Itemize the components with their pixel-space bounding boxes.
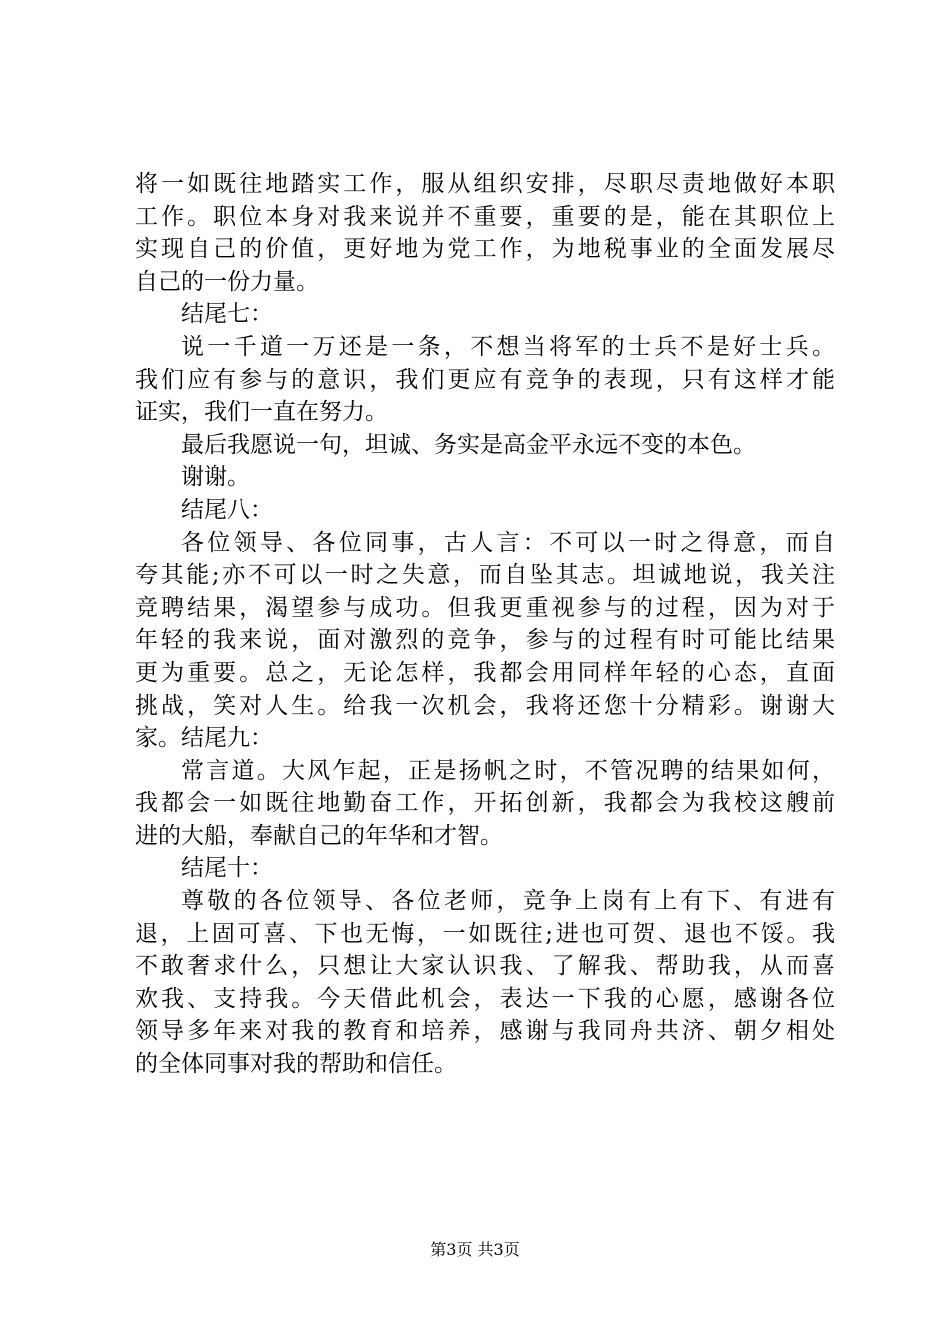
text-line: 的全体同事对我的帮助和信任。 <box>135 1051 457 1078</box>
text-line: 我都会一如既往地勤奋工作，开拓创新，我都会为我校这艘前 <box>135 790 835 817</box>
text-line: 欢我、支持我。今天借此机会，表达一下我的心愿，感谢各位 <box>135 985 835 1012</box>
text-line: 竞聘结果，渴望参与成功。但我更重视参与的过程，因为对于 <box>135 594 835 621</box>
text-line: 常言道。大风乍起，正是扬帆之时，不管况聘的结果如何， <box>181 757 835 784</box>
page-number-footer: 第3页 共3页 <box>430 1240 520 1259</box>
text-line: 工作。职位本身对我来说并不重要，重要的是，能在其职位上 <box>135 203 835 230</box>
text-line: 退，上固可喜、下也无悔，一如既往;进也可贺、退也不馁。我 <box>135 920 835 947</box>
text-line: 最后我愿说一句，坦诚、务实是高金平永远不变的本色。 <box>181 431 756 458</box>
text-line: 谢谢。 <box>181 464 250 491</box>
body-text <box>135 168 835 1081</box>
text-line: 不敢奢求什么，只想让大家认识我、了解我、帮助我，从而喜 <box>135 953 835 980</box>
text-line: 自己的一份力量。 <box>135 268 319 295</box>
text-line: 挑战，笑对人生。给我一次机会，我将还您十分精彩。谢谢大 <box>135 692 835 719</box>
section-heading: 结尾七： <box>181 301 273 328</box>
text-line: 尊敬的各位领导、各位老师，竞争上岗有上有下、有进有 <box>181 888 835 915</box>
section-heading: 结尾十： <box>181 855 273 882</box>
section-heading: 结尾八： <box>181 496 273 523</box>
text-line: 更为重要。总之，无论怎样，我都会用同样年轻的心态，直面 <box>135 659 835 686</box>
text-line: 进的大船，奉献自己的年华和才智。 <box>135 822 503 849</box>
text-line: 年轻的我来说，面对激烈的竞争，参与的过程有时可能比结果 <box>135 627 835 654</box>
text-line: 家。结尾九： <box>135 725 273 752</box>
text-line: 证实，我们一直在努力。 <box>135 399 388 426</box>
text-line: 领导多年来对我的教育和培养，感谢与我同舟共济、朝夕相处 <box>135 1018 835 1045</box>
text-line: 各位领导、各位同事，古人言：不可以一时之得意，而自 <box>181 529 835 556</box>
text-line: 实现自己的价值，更好地为党工作，为地税事业的全面发展尽 <box>135 236 835 263</box>
text-line: 我们应有参与的意识，我们更应有竞争的表现，只有这样才能 <box>135 366 835 393</box>
text-line: 说一千道一万还是一条，不想当将军的士兵不是好士兵。 <box>181 333 835 360</box>
text-line: 夸其能;亦不可以一时之失意，而自坠其志。坦诚地说，我关注 <box>135 562 835 589</box>
text-line: 将一如既往地踏实工作，服从组织安排，尽职尽责地做好本职 <box>135 171 835 197</box>
